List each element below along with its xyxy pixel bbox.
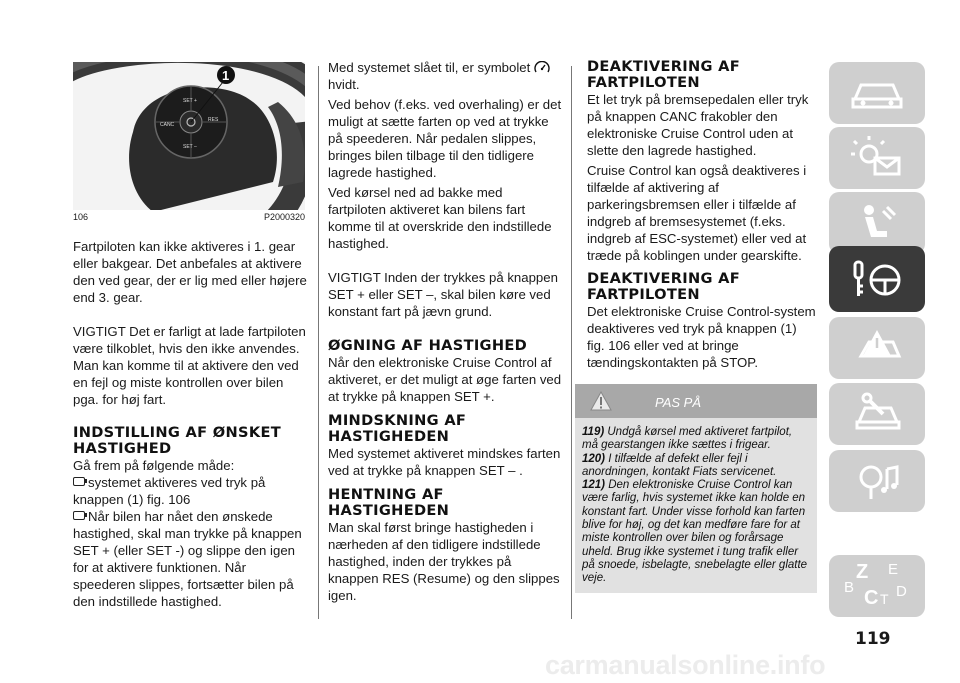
section-heading: ØGNING AF HASTIGHED — [328, 337, 528, 354]
figure-callout-number: 1 — [222, 68, 230, 83]
chapter-tab-dashboard[interactable] — [829, 62, 925, 124]
chapter-tab-emergency[interactable] — [829, 317, 925, 379]
chapter-tab-starting-driving[interactable] — [829, 246, 925, 312]
chapter-tab-maintenance[interactable] — [829, 383, 925, 445]
paragraph: Ved behov (f.eks. ved overhaling) er det muligt at sætte farten op ved at trykke på speederen. Når pedalen slippes, bringes bilen tilbage til den tidligere lagrede hastighed. — [328, 97, 562, 180]
paragraph: Med systemet aktiveret mindskes farten ved at trykke på knappen SET – . — [328, 446, 561, 478]
chapter-tab-index[interactable] — [829, 555, 925, 617]
warning-item-text: Den elektroniske Cruise Control kan være farlig, hvis systemet ikke kan holde en konstant fart. Under visse forhold kan farten blive for høj, og det kan medføre fare for at miste kontrollen over bilen og forårsage uheld. Brug ikke systemet i tung trafik eller på snoede, isbelagte, snebelagte eller glatte veje. — [582, 479, 808, 585]
bullet-text: Når bilen har nået den ønskede hastighed, skal man trykke på knappen SET + (eller SET -) og slippe den igen for at aktivere funktionen. Når speederen slippes, fortsætter bilen på den indstillede hastighed. — [73, 509, 302, 609]
steering-wheel-illustration — [73, 62, 305, 210]
key-steering-wheel-icon — [845, 256, 909, 302]
warning-item — [582, 479, 810, 585]
navigation-music-icon — [847, 459, 907, 503]
warning-triangle-icon — [590, 391, 612, 411]
paragraph: Ved kørsel ned ad bakke med fartpiloten aktiveret kan bilens fart komme til at overskride den indstillede hastighed. — [328, 185, 552, 251]
paragraph: Når den elektroniske Cruise Control af aktiveret, er det muligt at øge farten ved at trykke på knappen SET +. — [328, 355, 562, 404]
warning-body — [582, 426, 810, 586]
figure-code: P2000320 — [263, 212, 305, 222]
warning-item-number: 121) — [582, 479, 606, 492]
column-3 — [587, 59, 817, 371]
paragraph: VIGTIGT Inden der trykkes på knappen SET + eller SET –, skal bilen køre ved konstant fart på jævn grund. — [328, 270, 558, 319]
car-dashboard-icon — [847, 73, 907, 113]
column-2 — [328, 59, 564, 604]
section-heading: HENTNING AF HASTIGHEDEN — [328, 486, 450, 519]
paragraph-text: hvidt. — [328, 77, 360, 92]
res-label: RES — [208, 117, 219, 123]
set-plus-label: SET + — [183, 98, 197, 104]
index-letter: D — [896, 583, 907, 600]
section-heading: DEAKTIVERING AF FARTPILOTEN — [587, 58, 741, 91]
steering-wheel-figure — [73, 62, 305, 210]
paragraph: Det elektroniske Cruise Control-system deaktiveres ved tryk på knappen (1) fig. 106 eller ved at bringe tændingskontakten på STOP. — [587, 304, 816, 370]
warning-item — [582, 426, 810, 453]
paragraph: VIGTIGT Det er farligt at lade fartpiloten være tilkoblet, hvis den ikke anvendes. Man kan komme til at aktivere den ved en fejl og miste kontrollen over bilen pga. for høj fart. — [73, 324, 306, 407]
set-minus-label: SET – — [183, 144, 197, 150]
footer-watermark: carmanualsonline.info — [545, 650, 826, 680]
column-1 — [73, 238, 309, 610]
page-number: 119 — [855, 629, 891, 649]
warning-header — [575, 384, 817, 418]
bullet-icon — [73, 477, 85, 486]
warning-title: PAS PÅ — [655, 395, 702, 410]
paragraph: Cruise Control kan også deaktiveres i tilfælde af aktivering af parkeringsbremsen eller i tilfælde af indgreb af bremsesystemet (f.eks. indgreb af ESC-systemet) eller ved at træde på koblingen under gearskifte. — [587, 163, 807, 263]
warning-item-number: 119) — [582, 426, 605, 438]
paragraph: Gå frem på følgende måde: — [73, 458, 235, 473]
column-divider — [571, 66, 572, 619]
chapter-tab-warning-lights[interactable] — [829, 127, 925, 189]
paragraph: Man skal først bringe hastigheden i nærheden af den tidligere indstillede hastighed, inden der trykkes på knappen RES (Resume) og den slippes igen. — [328, 520, 560, 603]
chapter-tab-technical-data[interactable] — [829, 450, 925, 512]
bullet-item — [73, 508, 309, 610]
cruise-control-symbol-icon — [534, 61, 550, 75]
paragraph: Et let tryk på bremsepedalen eller tryk på knappen CANC frakobler den elektroniske Cruise Control uden at slette den lagrede hastighed. — [587, 92, 809, 158]
paragraph — [328, 59, 564, 93]
index-letter: C — [864, 587, 879, 609]
index-letter: T — [880, 591, 889, 607]
warning-item-text: I tilfælde af defekt eller fejl i anordningen, kontakt Fiats servicenet. — [582, 452, 777, 478]
index-letter: E — [888, 561, 899, 578]
warning-item — [582, 453, 810, 480]
figure-number: 106 — [73, 212, 89, 222]
paragraph: Fartpiloten kan ikke aktiveres i 1. gear eller bakgear. Det anbefales at aktivere den ved gear, der er lig med eller højere end 3. gear. — [73, 239, 307, 305]
bullet-text: systemet aktiveres ved tryk på knappen (1) fig. 106 — [73, 475, 266, 507]
warning-light-message-icon — [847, 136, 907, 180]
chapter-tab-safety[interactable] — [829, 192, 925, 254]
warning-item-number: 120) — [582, 452, 606, 465]
section-heading: MINDSKNING AF HASTIGHEDEN — [328, 412, 467, 445]
bullet-item — [73, 474, 309, 508]
index-letter: B — [844, 579, 855, 596]
paragraph-text: Med systemet slået til, er symbolet — [328, 60, 531, 75]
warning-item-text: Undgå kørsel med aktiveret fartpilot, må gearstangen ikke sættes i frigear. — [582, 426, 793, 452]
section-heading: INDSTILLING AF ØNSKET HASTIGHED — [73, 424, 281, 457]
column-divider — [318, 66, 319, 619]
section-heading: DEAKTIVERING AF FARTPILOTEN — [587, 270, 741, 303]
warning-box — [575, 384, 817, 593]
canc-label: CANC — [160, 122, 175, 128]
bullet-icon — [73, 511, 85, 520]
wrench-car-icon — [847, 392, 907, 436]
warning-triangle-car-icon — [847, 326, 907, 370]
alphabetical-index-icon — [842, 561, 912, 611]
figure-caption — [73, 212, 305, 222]
airbag-passenger-icon — [847, 201, 907, 245]
index-letter: Z — [856, 561, 869, 583]
